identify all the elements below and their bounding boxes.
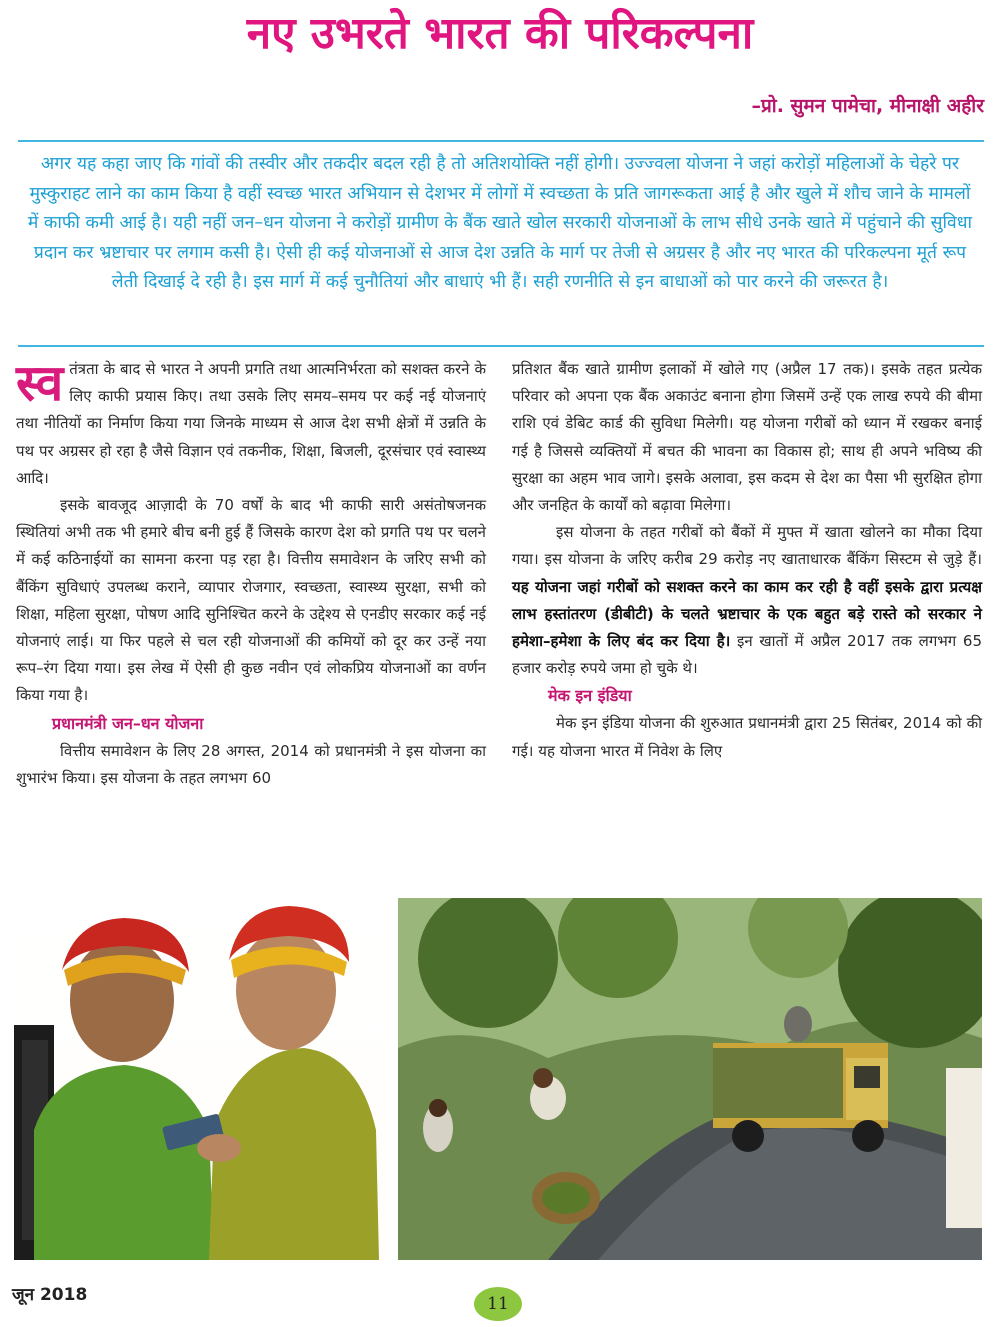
article-abstract: अगर यह कहा जाए कि गांवों की तस्वीर और तकदीर बदल रही है तो अतिशयोक्ति नहीं होगी। उज्ज्वला योजना ने जहां करोड़ों महिलाओं के चेहरे पर मुस्कुराहट लाने का काम किया है वहीं स्वच्छ भारत अभियान से देशभर में लोगों में स्वच्छता के प्रति जागरूकता आई है और खुले में शौच जाने के मामलों में काफी कमी आई है। यही नहीं जन–धन योजना ने करोड़ों ग्रामीण के बैंक खाते खोल सरकारी योजनाओं के लाभ सीधे उनके खाते में पहुंचाने की सुविधा प्रदान कर भ्रष्टाचार पर लगाम कसी है। ऐसी ही कई योजनाओं से आज देश उन्नति के मार्ग पर तेजी से अग्रसर है और नए भारत की परिकल्पना मूर्त रूप लेती दिखाई दे रही है। इस मार्ग में कई चुनौतियां और बाधाएं भी हैं। सही रणनीति से इन बाधाओं को पार करने की जरूरत है।: [27, 154, 973, 292]
article-title: नए उभरते भारत की परिकल्पना: [246, 8, 754, 59]
left-paragraph-3: वित्तीय समावेशन के लिए 28 अगस्त, 2014 को प्रधानमंत्री ने इस योजना का शुभारंभ किया। इस योजना के तहत लगभग 60: [16, 741, 486, 787]
drop-cap: स्व: [16, 354, 64, 412]
photo-men-illustration: [14, 900, 386, 1260]
photo-road-illustration: [398, 898, 982, 1260]
issue-date: जून 2018: [12, 1285, 88, 1305]
right-paragraph-2: [512, 519, 982, 682]
article-authors: –प्रो. सुमन पामेचा, मीनाक्षी अहीर: [751, 95, 984, 117]
abstract-bottom-rule: [18, 345, 984, 347]
left-paragraph-1: [16, 356, 486, 492]
left-column: [16, 356, 486, 792]
photo-men-with-bank-card: [14, 900, 386, 1260]
right-column: [512, 356, 982, 765]
left-paragraph-2: इसके बावजूद आज़ादी के 70 वर्षों के बाद भी काफी सारी असंतोषजनक स्थितियां अभी तक भी हमारे बीच बनी हुई हैं जिसके कारण देश को प्रगति पथ पर चलने में कई कठिनाईयों का सामना करना पड़ रहा है। वित्तीय समावेशन के जरिए सभी को बैंकिंग सुविधाएं उपलब्ध कराने, व्यापार रोजगार, स्वच्छता, स्वास्थ्य सुरक्षा, सभी को शिक्षा, महिला सुरक्षा, पोषण आदि सुनिश्चित करने के उद्देश्य से एनडीए सरकार कई नई योजनाएं लाई। या फिर पहले से चल रही योजनाओं की कमियों को दूर कर उन्हें नया रूप–रंग दिया गया। इस लेख में ऐसी ही कुछ नवीन एवं लोकप्रिय योजनाओं का वर्णन किया गया है।: [16, 496, 486, 705]
abstract-top-rule: [18, 140, 984, 142]
photo-village-road-truck: [398, 898, 982, 1260]
right-paragraph-2-text-a: इस योजना के तहत गरीबों को बैंकों में मुफ्त में खाता खोलने का मौका दिया गया। इस योजना के जरिए करीब 29 करोड़ नए खाताधारक बैंकिंग सिस्टम से जुड़े हैं।: [512, 523, 982, 569]
section-heading-make-in-india: मेक इन इंडिया: [548, 686, 632, 706]
right-paragraph-1: प्रतिशत बैंक खाते ग्रामीण इलाकों में खोले गए (अप्रैल 17 तक)। इसके तहत प्रत्येक परिवार को अपना एक बैंक अकाउंट बनाना होगा जिसमें उन्हें एक लाख रुपये की बीमा राशि एवं डेबिट कार्ड की सुविधा मिलेगी। यह योजना गरीबों को ध्यान में रखकर बनाई गई है जिससे व्यक्तियों में बचत की भावना का विकास हो; साथ ही अपने भविष्य की सुरक्षा का अहम भाव जागे। इसके अलावा, इस कदम से देश का पैसा भी सुरक्षित होगा और जनहित के कार्यों को बढ़ावा मिलेगा।: [512, 360, 982, 515]
page-number-badge: 11: [474, 1287, 522, 1321]
section-heading-jan-dhan: प्रधानमंत्री जन–धन योजना: [52, 713, 204, 733]
left-paragraph-1-text: तंत्रता के बाद से भारत ने अपनी प्रगति तथा आत्मनिर्भरता को सशक्त करने के लिए काफी प्रयास किए। तथा उसके लिए समय–समय पर कई नई योजनाएं तथा नीतियों का निर्माण किया गया जिनके माध्यम से आज देश सभी क्षेत्रों में उन्नति के पथ पर अग्रसर हो रहा है जैसे विज्ञान एवं तकनीक, शिक्षा, बिजली, दूरसंचार एवं स्वास्थ्य आदि।: [16, 360, 486, 487]
right-paragraph-2-bold: यह योजना जहां गरीबों को सशक्त करने का काम कर रही है वहीं इसके द्वारा प्रत्यक्ष लाभ हस्तांतरण (डीबीटी) के चलते भ्रष्टाचार के एक बहुत बड़े रास्ते को सरकार ने हमेशा–हमेशा के लिए बंद कर दिया है।: [512, 577, 982, 651]
right-paragraph-2-text-c: इन खातों में अप्रैल 2017 तक लगभग 65 हजार करोड़ रुपये जमा हो चुके थे।: [512, 632, 982, 678]
right-paragraph-3: मेक इन इंडिया योजना की शुरुआत प्रधानमंत्री द्वारा 25 सितंबर, 2014 को की गई। यह योजना भारत में निवेश के लिए: [512, 714, 982, 760]
